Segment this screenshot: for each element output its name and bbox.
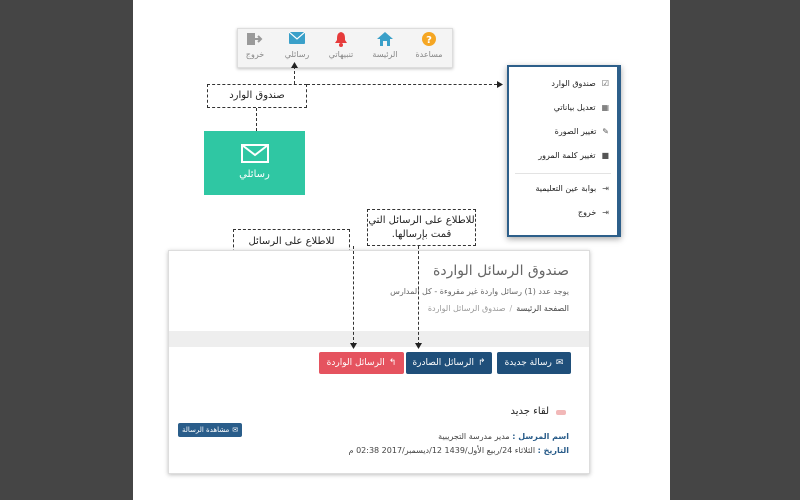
menu-item-label: تغيير كلمة المرور — [538, 151, 596, 160]
sender-label: اسم المرسل : — [512, 432, 569, 441]
menu-item-portal[interactable] — [536, 184, 610, 193]
callout-inbox — [207, 84, 307, 108]
menu-item-change-password[interactable] — [538, 151, 609, 160]
message-date — [349, 446, 569, 455]
breadcrumb-separator: / — [509, 304, 513, 313]
login-icon: ⇥ — [602, 184, 609, 193]
new-message-button[interactable] — [497, 352, 571, 374]
connector-line — [307, 84, 497, 85]
callout-sent — [367, 209, 476, 246]
lock-icon: ■ — [601, 151, 609, 160]
message-sender — [438, 432, 569, 441]
arrow-down-icon — [415, 343, 422, 349]
connector-line — [353, 246, 354, 345]
menu-item-logout[interactable] — [578, 208, 609, 217]
unread-info: يوجد عدد (1) رسائل واردة غير مقروءة - كل المدارس — [390, 287, 569, 296]
breadcrumb — [428, 304, 569, 313]
view-message-button[interactable] — [178, 423, 242, 437]
id-card-icon: ▦ — [601, 103, 609, 112]
bell-icon — [320, 32, 362, 50]
logout-icon: ⇥ — [602, 208, 609, 217]
menu-item-label: بوابة عين التعليمية — [535, 184, 597, 193]
new-badge — [556, 410, 566, 415]
nav-messages[interactable] — [276, 32, 318, 64]
top-navbar — [237, 28, 453, 68]
user-dropdown-menu — [507, 65, 621, 237]
menu-divider — [515, 173, 611, 174]
sent-messages-button[interactable] — [406, 352, 492, 374]
menu-item-change-photo[interactable] — [555, 127, 609, 136]
menu-item-label: تعديل بياناتي — [553, 103, 596, 112]
my-messages-tile[interactable] — [204, 131, 305, 195]
menu-item-label: خروج — [577, 208, 597, 217]
nav-notifications[interactable] — [320, 32, 362, 64]
envelope-icon: ✉ — [555, 358, 564, 368]
inbox-messages-button-label: الرسائل الواردة — [326, 358, 385, 368]
nav-home[interactable] — [364, 32, 406, 64]
nav-help[interactable] — [408, 32, 450, 64]
svg-text:?: ? — [426, 35, 432, 46]
date-value: الثلاثاء 24/ربيع الأول/1439 12/ديسمبر/2017 02:38 م — [348, 446, 536, 455]
inbox-panel — [168, 250, 590, 474]
breadcrumb-current: صندوق الرسائل الواردة — [427, 304, 506, 313]
sender-value: مدير مدرسة التجريبية — [438, 432, 510, 441]
view-message-button-label: مشاهدة الرسالة — [182, 426, 230, 434]
connector-line — [294, 66, 295, 84]
breadcrumb-home[interactable]: الصفحة الرئيسة — [516, 304, 569, 313]
help-icon — [408, 32, 450, 50]
sent-messages-button-label: الرسائل الصادرة — [412, 358, 474, 368]
new-message-button-label: رسالة جديدة — [504, 358, 552, 368]
logout-icon — [234, 32, 276, 50]
my-messages-tile-label: رسائلي — [239, 169, 270, 180]
date-label: التاريخ : — [537, 446, 569, 455]
reply-icon: ↰ — [388, 358, 397, 368]
background-right — [670, 0, 800, 500]
envelope-icon: ✉ — [232, 426, 239, 434]
share-icon: ↱ — [478, 358, 486, 368]
background-left — [0, 0, 133, 500]
menu-item-edit-profile[interactable] — [554, 103, 609, 112]
callout-inbox-text: صندوق الوارد — [229, 90, 285, 101]
nav-logout-label: خروج — [245, 50, 265, 59]
page-title: صندوق الرسائل الواردة — [433, 263, 569, 279]
arrow-up-icon — [291, 62, 298, 68]
envelope-icon — [204, 144, 305, 167]
nav-help-label: مساعدة — [415, 50, 443, 59]
toolbar-strip — [169, 331, 589, 347]
envelope-icon — [276, 32, 318, 50]
menu-item-label: تغيير الصورة — [554, 127, 597, 136]
menu-item-label: صندوق الوارد — [551, 79, 596, 88]
nav-home-label: الرئيسة — [372, 50, 398, 59]
callout-received-line: للاطلاع على الرسائل — [248, 236, 335, 247]
connector-line — [418, 246, 419, 345]
connector-line — [256, 108, 257, 131]
edit-icon: ✎ — [602, 127, 609, 136]
callout-sent-line: قمت بإرسالها. — [391, 229, 452, 240]
menu-item-inbox[interactable] — [551, 79, 609, 88]
nav-logout[interactable] — [234, 32, 276, 64]
inbox-messages-button[interactable] — [319, 352, 404, 374]
arrow-right-icon — [497, 81, 503, 88]
inbox-icon: ☑ — [601, 79, 609, 88]
home-icon — [364, 32, 406, 50]
arrow-down-icon — [350, 343, 357, 349]
callout-sent-line: للاطلاع على الرسائل التي — [368, 215, 475, 226]
nav-messages-label: رسائلي — [284, 50, 310, 59]
nav-notifications-label: تنبيهاتي — [328, 50, 354, 59]
message-title[interactable]: لقاء جديد — [510, 406, 549, 417]
